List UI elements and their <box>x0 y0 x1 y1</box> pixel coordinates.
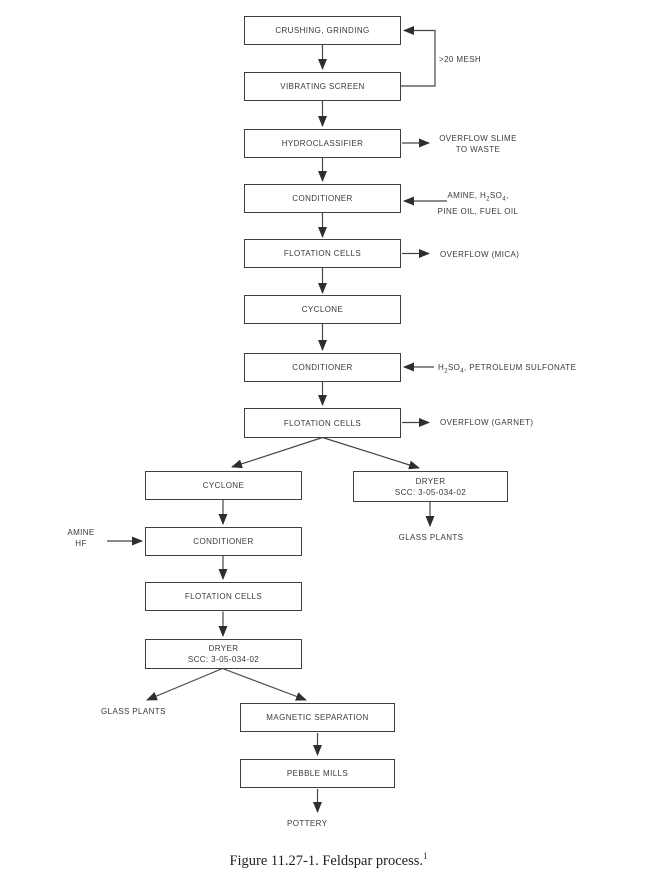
label-glass-plants-left: GLASS PLANTS <box>101 707 166 716</box>
node-flotation-cells-2 <box>244 408 401 438</box>
label-20-mesh: >20 MESH <box>439 55 482 64</box>
node-conditioner-1 <box>244 184 401 213</box>
label-amine-hf <box>59 527 103 549</box>
label-line: OVERFLOW SLIME <box>439 134 517 143</box>
label-pottery: POTTERY <box>287 819 328 828</box>
node-cyclone-2 <box>145 471 302 500</box>
arrow-recycle-20mesh <box>401 31 435 87</box>
label-line: AMINE, $H_2SO_4$, <box>447 191 509 203</box>
label-line: PINE OIL, FUEL OIL <box>437 206 519 216</box>
caption-text: Figure 11.27-1. Feldspar process. <box>229 852 424 869</box>
node-dryer-glass <box>353 471 508 502</box>
node-label: FLOTATION CELLS <box>283 249 362 258</box>
label-glass-plants-right: GLASS PLANTS <box>398 533 464 542</box>
node-conditioner-3 <box>145 527 302 556</box>
node-label: FLOTATION CELLS <box>184 592 263 601</box>
node-label: DRYER <box>208 644 239 653</box>
label-line: AMINE <box>67 528 95 537</box>
node-label: CONDITIONER <box>292 194 353 203</box>
label-h2so4-reagent: $H_2SO_4$, PETROLEUM SULFONATE <box>438 363 577 375</box>
node-vibrating-screen <box>244 72 401 101</box>
node-label: FLOTATION CELLS <box>283 418 362 428</box>
node-scc-code: SCC: 3-05-034-02 <box>394 487 467 497</box>
label-overflow-mica: OVERFLOW (MICA) <box>440 250 520 259</box>
node-label: DRYER <box>415 476 446 486</box>
label-line: TO WASTE <box>455 145 501 154</box>
arrow-dryer2-to-glass-plants <box>147 669 223 701</box>
node-pebble-mills <box>240 759 395 788</box>
node-flotation-cells-3 <box>145 582 302 611</box>
label-line: HF <box>75 539 87 548</box>
label-overflow-slime <box>436 133 520 155</box>
node-label: CONDITIONER <box>193 537 254 546</box>
node-label: VIBRATING SCREEN <box>280 82 365 91</box>
arrow-flotation2-to-cyclone2 <box>232 438 323 468</box>
node-label: CYCLONE <box>202 481 245 490</box>
node-flotation-cells-1 <box>244 239 401 268</box>
node-label: CONDITIONER <box>292 363 353 372</box>
node-dryer-pottery <box>145 639 302 669</box>
node-magnetic-separation <box>240 703 395 732</box>
label-overflow-garnet: OVERFLOW (GARNET) <box>440 418 534 427</box>
arrow-flotation2-to-dryer1 <box>323 438 420 469</box>
node-cyclone-1 <box>244 295 401 324</box>
node-conditioner-2 <box>244 353 401 382</box>
figure-caption <box>0 851 657 870</box>
node-label: HYDROCLASSIFIER <box>281 139 364 148</box>
arrow-dryer2-to-magnetic <box>223 669 307 701</box>
node-crushing-grinding <box>244 16 401 45</box>
node-scc-code: SCC: 3-05-034-02 <box>187 655 260 664</box>
node-label: CRUSHING, GRINDING <box>275 26 370 35</box>
node-hydroclassifier <box>244 129 401 158</box>
node-label: MAGNETIC SEPARATION <box>266 713 369 722</box>
caption-footnote-ref: 1 <box>423 851 428 861</box>
label-amine-reagents <box>436 190 520 217</box>
node-label: CYCLONE <box>301 305 344 314</box>
node-label: PEBBLE MILLS <box>286 769 349 778</box>
